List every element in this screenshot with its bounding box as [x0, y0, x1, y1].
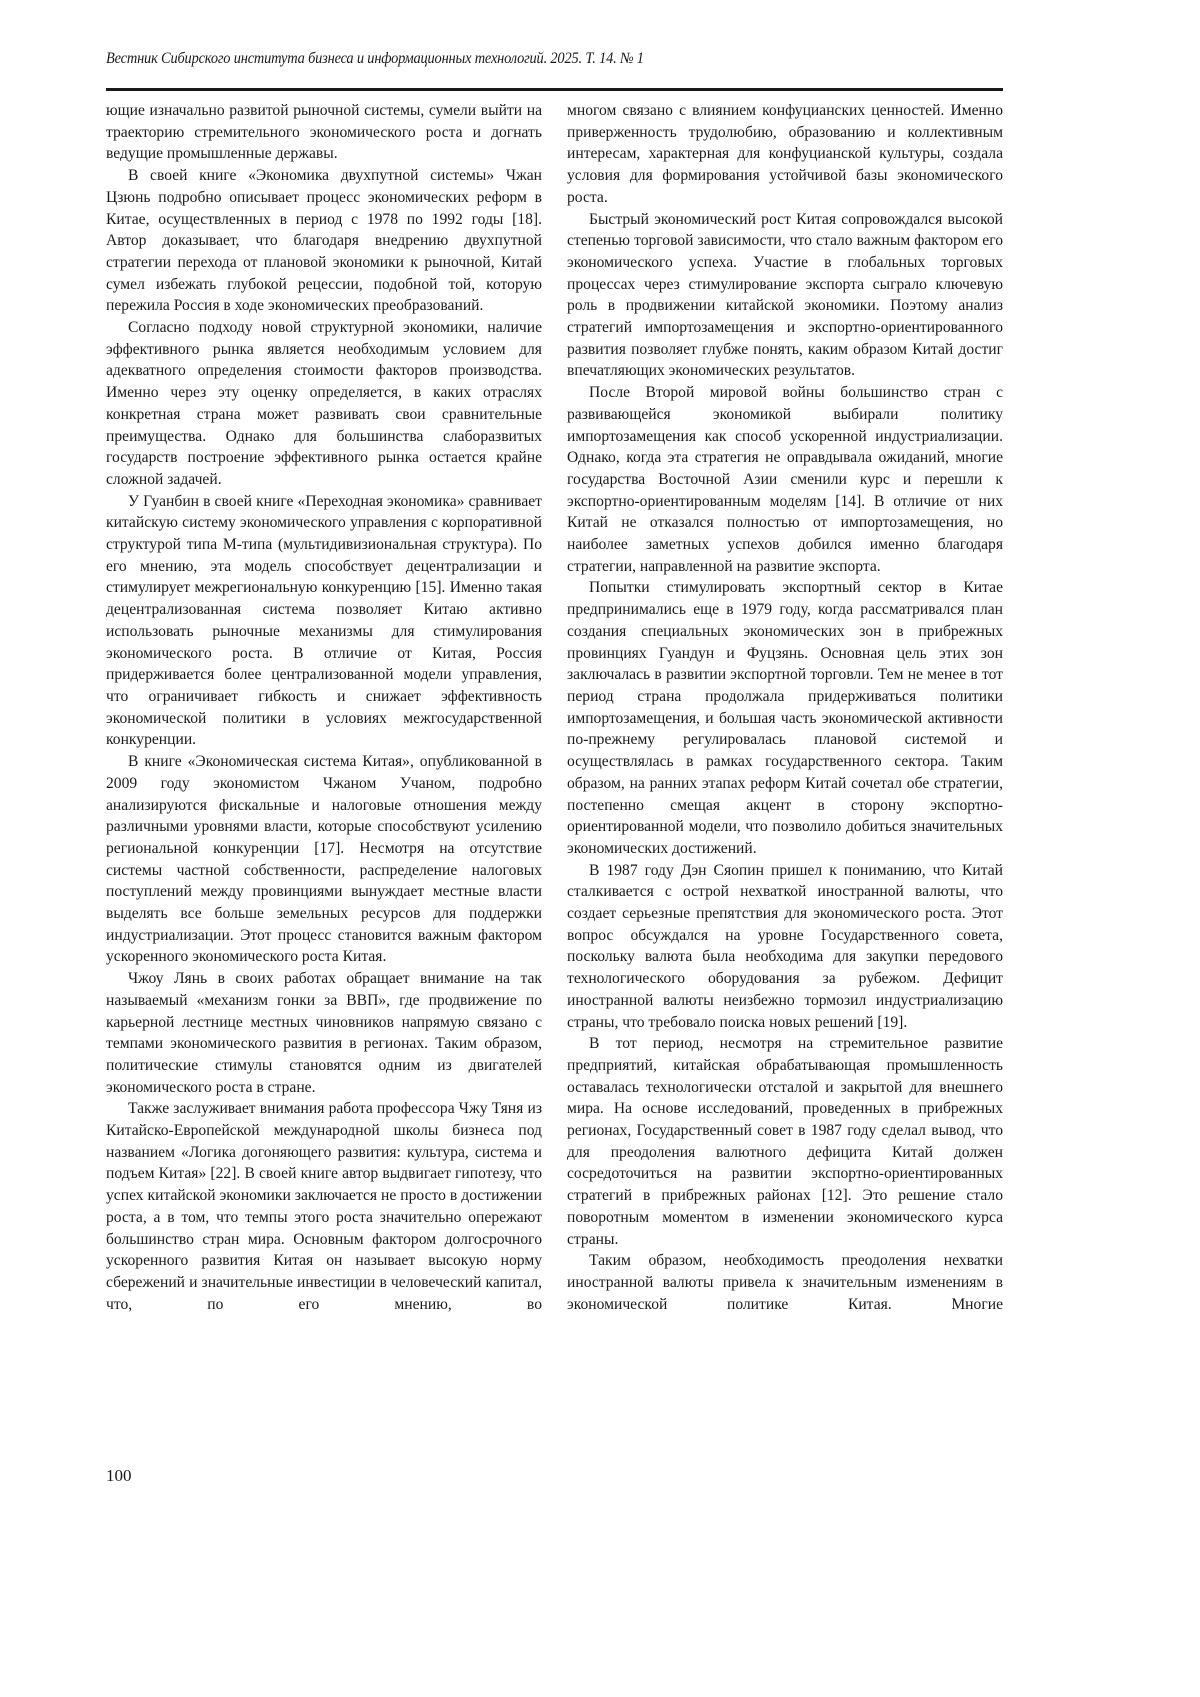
paragraph: Также заслуживает внимания работа профессора Чжу Тяня из Китайско-Европейской международной школы бизнеса под названием «Логика догоняющего развития: культура, система и подъем Китая» [22]. В своей книге автор выдвигает гипотезу, что успех китайской экономики заключается не просто в достижении роста, а в том, что темпы этого роста значительно опережают большинство стран мира. Основным фактором долгосрочного ускоренного развития Китая он называет высокую норму сбережений и значительные инвестиции в человеческий капитал, что, по его мнению, во — [106, 1098, 542, 1315]
paragraph: В тот период, несмотря на стремительное развитие предприятий, китайская обрабатывающая промышленность оставалась технологически отсталой и закрытой для внешнего мира. На основе исследований, проведенных в прибрежных регионах, Государственный совет в 1987 году сделал вывод, что для преодоления валютного дефицита Китай должен сосредоточиться на развитии экспортно-ориентированных стратегий в прибрежных районах [12]. Это решение стало поворотным моментом в изменении экономического курса страны. — [567, 1033, 1003, 1250]
left-column — [106, 100, 542, 1315]
paragraph: В книге «Экономическая система Китая», опубликованной в 2009 году экономистом Чжаном Учаном, подробно анализируются фискальные и налоговые отношения между различными уровнями власти, которые способствуют усилению региональной конкуренции [17]. Несмотря на отсутствие системы частной собственности, распределение налоговых поступлений между провинциями вынуждает местные власти выделять все больше земельных ресурсов для поддержки индустриализации. Этот процесс становится важным фактором ускоренного экономического роста Китая. — [106, 751, 542, 968]
paragraph: В своей книге «Экономика двухпутной системы» Чжан Цзюнь подробно описывает процесс экономических реформ в Китае, осуществленных в период с 1978 по 1992 годы [18]. Автор доказывает, что благодаря внедрению двухпутной стратегии перехода от плановой экономики к рыночной, Китай сумел избежать глубокой рецессии, подобной той, которую пережила Россия в ходе экономических преобразований. — [106, 165, 542, 317]
header-rule — [106, 88, 1003, 91]
paragraph: ющие изначально развитой рыночной системы, сумели выйти на траекторию стремительного экономического роста и догнать ведущие промышленные державы. — [106, 100, 542, 165]
page-number: 100 — [106, 1466, 132, 1486]
paragraph: многом связано с влиянием конфуцианских ценностей. Именно приверженность трудолюбию, образованию и коллективным интересам, характерная для конфуцианской культуры, создала условия для формирования устойчивой базы экономического роста. — [567, 100, 1003, 209]
paragraph: Попытки стимулировать экспортный сектор в Китае предпринимались еще в 1979 году, когда рассматривался план создания специальных экономических зон в прибрежных провинциях Гуандун и Фуцзянь. Основная цель этих зон заключалась в развитии экспортной торговли. Тем не менее в тот период страна продолжала придерживаться политики импортозамещения, и большая часть экономической активности по-прежнему регулировалась плановой системой и осуществлялась в рамках государственного сектора. Таким образом, на ранних этапах реформ Китай сочетал обе стратегии, постепенно смещая акцент в сторону экспортно-ориентированной модели, что позволило добиться значительных экономических достижений. — [567, 577, 1003, 859]
paragraph: В 1987 году Дэн Сяопин пришел к пониманию, что Китай сталкивается с острой нехваткой иностранной валюты, что создает серьезные препятствия для экономического роста. Этот вопрос обсуждался на уровне Государственного совета, поскольку валюта была необходима для закупки передового технологического оборудования за рубежом. Дефицит иностранной валюты неизбежно тормозил индустриализацию страны, что требовало поиска новых решений [19]. — [567, 860, 1003, 1034]
journal-running-header: Вестник Сибирского института бизнеса и информационных технологий. 2025. Т. 14. № 1 — [106, 50, 644, 68]
paragraph: Таким образом, необходимость преодоления нехватки иностранной валюты привела к значительным изменениям в экономической политике Китая. Многие — [567, 1250, 1003, 1315]
paragraph: После Второй мировой войны большинство стран с развивающейся экономикой выбирали политику импортозамещения как способ ускоренной индустриализации. Однако, когда эта стратегия не оправдывала ожиданий, многие государства Восточной Азии сменили курс и перешли к экспортно-ориентированным моделям [14]. В отличие от них Китай не отказался полностью от импортозамещения, но наиболее заметных успехов добился именно благодаря стратегии, направленной на развитие экспорта. — [567, 382, 1003, 577]
paragraph: Согласно подходу новой структурной экономики, наличие эффективного рынка является необходимым условием для адекватного определения стоимости факторов производства. Именно через эту оценку определяется, в каких отраслях конкретная страна может развивать свои сравнительные преимущества. Однако для большинства слаборазвитых государств построение эффективного рынка остается крайне сложной задачей. — [106, 317, 542, 491]
right-column — [567, 100, 1003, 1315]
paragraph: Чжоу Лянь в своих работах обращает внимание на так называемый «механизм гонки за ВВП», где продвижение по карьерной лестнице местных чиновников напрямую связано с темпами экономического развития в регионах. Таким образом, политические стимулы становятся одним из двигателей экономического роста в стране. — [106, 968, 542, 1098]
paragraph: У Гуанбин в своей книге «Переходная экономика» сравнивает китайскую систему экономического управления с корпоративной структурой типа М-типа (мультидивизиональная структура). По его мнению, эта модель способствует децентрализации и стимулирует межрегиональную конкуренцию [15]. Именно такая децентрализованная система позволяет Китаю активно использовать рыночные механизмы для стимулирования экономического роста. В отличие от Китая, Россия придерживается более централизованной модели управления, что ограничивает гибкость и снижает эффективность экономической политики в условиях межгосударственной конкуренции. — [106, 491, 542, 751]
paragraph: Быстрый экономический рост Китая сопровождался высокой степенью торговой зависимости, что стало важным фактором его экономического успеха. Участие в глобальных торговых процессах через стимулирование экспорта сыграло ключевую роль в продвижении китайской экономики. Поэтому анализ стратегий импортозамещения и экспортно-ориентированного развития позволяет глубже понять, каким образом Китай достиг впечатляющих экономических результатов. — [567, 209, 1003, 383]
